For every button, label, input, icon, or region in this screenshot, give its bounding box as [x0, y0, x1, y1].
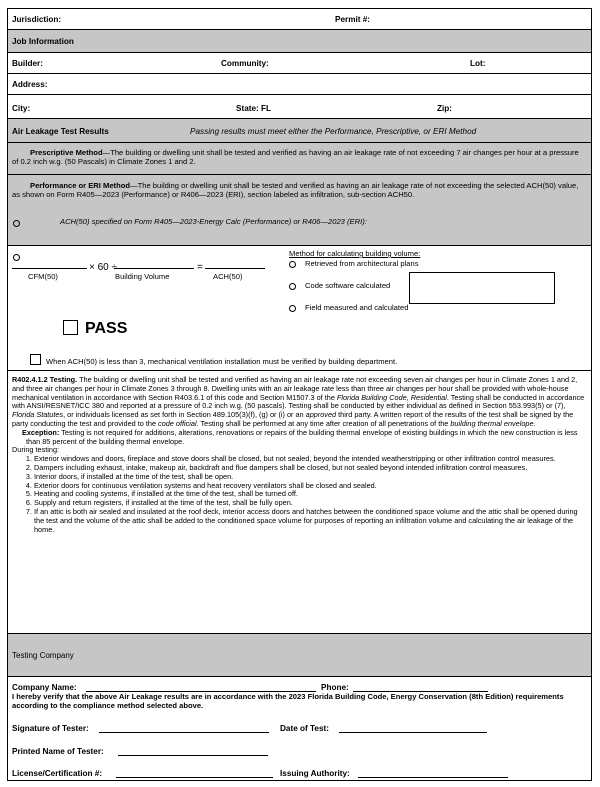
job-information-header: [8, 30, 591, 53]
verification-statement: I hereby verify that the above Air Leakage results are in accordance with the 2023 Florida Building Code, Energy Conservation (8th Edition) requirements according to the compliance method selected above.: [12, 692, 564, 711]
community-label: Community:: [221, 59, 269, 68]
code-text: .: [533, 418, 536, 428]
city-row: [8, 95, 591, 119]
volume-input-line[interactable]: [114, 268, 194, 269]
testing-conditions-list: [12, 455, 587, 534]
code-text: The building or dwelling unit shall be tested and verified as having an air leakage rate not exceeding seven air changes per hour in Climate Zones 1 and 2, and three air changes per hour in Climate Zones 3 through 8. Dwelling units with an air leakage rate less than three air changes per hour shall be provided with whole-house mechanical ventilation in accordance with Section R403.6.1 of this code and Section M1507.3 of the: [12, 375, 578, 402]
prescriptive-method-radio[interactable]: [13, 254, 20, 261]
issuing-authority-label: Issuing Authority:: [280, 769, 350, 778]
builder-label: Builder:: [12, 59, 43, 68]
list-item: 4. Exterior doors for continuous ventilation systems and heat recovery ventilators shall be closed and sealed.: [34, 482, 587, 491]
code-text: third party. A written report of the results of the test shall be signed by the party conducting the test and provided to the: [12, 410, 574, 428]
permit-label: Permit #:: [335, 15, 371, 24]
code-text: . Testing shall be performed at any time after creation of all penetrations of the: [196, 418, 451, 428]
field-measured-radio[interactable]: [289, 305, 296, 312]
list-item: 1. Exterior windows and doors, fireplace and stove doors shall be closed, but not sealed, beyond the intended weatherstripping or other infiltration control measures.: [34, 455, 587, 464]
ach-specified-label: ACH(50) specified on Form R405—2023-Energy Calc (Performance) or R406—2023 (ERI):: [60, 217, 367, 226]
field-measured-label: Field measured and calculated: [305, 303, 409, 312]
code-text-italic: Florida Building Code, Residential: [336, 392, 447, 402]
air-leakage-header: [8, 119, 591, 143]
printed-name-input[interactable]: [118, 755, 268, 756]
signature-input[interactable]: [99, 732, 269, 733]
air-leakage-form: [7, 8, 592, 781]
ach-label: ACH(50): [213, 272, 243, 281]
cfm-label: CFM(50): [28, 272, 58, 281]
volume-value-box[interactable]: [409, 272, 555, 304]
lot-label: Lot:: [470, 59, 486, 68]
jurisdiction-row: [8, 9, 591, 30]
testing-company-header: [8, 634, 591, 677]
testing-company-title: Testing Company: [12, 651, 74, 660]
architectural-plans-label: Retrieved from architectural plans: [305, 259, 419, 268]
jurisdiction-label: Jurisdiction:: [12, 15, 62, 24]
exception-text: Testing is not required for additions, alterations, renovations or repairs of the building thermal envelope of existing buildings in which the new construction is less than 85 percent of the building thermal envelope.: [26, 427, 578, 446]
code-text: , or individuals licensed as set forth in Section 489.105(3)(f), (g) or (i) or an: [63, 410, 306, 420]
job-information-title: Job Information: [12, 37, 74, 46]
code-text-italic: code official: [158, 418, 197, 428]
builder-row: [8, 53, 591, 74]
license-label: License/Certification #:: [12, 769, 103, 778]
code-software-label: Code software calculated: [305, 281, 391, 290]
address-row: [8, 74, 591, 95]
prescriptive-method-heading: Prescriptive Method: [30, 148, 103, 157]
code-software-radio[interactable]: [289, 283, 296, 290]
equals-operator: =: [197, 262, 203, 273]
prescriptive-method-text: —The building or dwelling unit shall be tested and verified as having an air leakage rate of not exceeding 7 air changes per hour at a pressure of 0.2 inch w.g. (50 Pascals) in Climate Zones 1 and 2.: [12, 148, 579, 167]
pass-label: PASS: [85, 320, 128, 337]
code-section-heading: R402.4.1.2 Testing.: [12, 375, 78, 384]
phone-label: Phone:: [321, 683, 349, 692]
code-text-italic: building thermal envelope: [450, 418, 534, 428]
performance-method-heading: Performance or ERI Method: [30, 181, 131, 190]
exception-heading: Exception:: [22, 427, 60, 437]
code-text-section: [8, 371, 591, 634]
multiply-divide-operator: × 60 ÷: [89, 262, 118, 273]
prescriptive-method-section: [8, 143, 591, 175]
city-label: City:: [12, 104, 31, 113]
license-input[interactable]: [116, 777, 273, 778]
list-item: 5. Heating and cooling systems, if installed at the time of the test, shall be turned off.: [34, 490, 587, 499]
signature-label: Signature of Tester:: [12, 724, 89, 733]
performance-method-radio[interactable]: [13, 220, 20, 227]
zip-label: Zip:: [437, 104, 453, 113]
ach-input-line[interactable]: [205, 268, 265, 269]
testing-company-section: [8, 677, 591, 780]
air-leakage-title: Air Leakage Test Results: [12, 127, 109, 136]
volume-method-title: Method for calculating building volume:: [289, 249, 421, 258]
pass-checkbox[interactable]: [63, 320, 78, 335]
ventilation-note: When ACH(50) is less than 3, mechanical ventilation installation must be verified by building department.: [46, 357, 398, 366]
architectural-plans-radio[interactable]: [289, 261, 296, 268]
state-label: State: FL: [236, 104, 272, 113]
building-volume-label: Building Volume: [115, 272, 170, 281]
list-item: 7. If an attic is both air sealed and insulated at the roof deck, interior access doors and hatches between the conditioned space volume and the attic shall be opened during the test and the volume of the attic shall be added to the conditioned space volume for purposes of reporting an infiltration volume and calculating the air leakage of the home.: [34, 508, 587, 534]
performance-method-text: —The building or dwelling unit shall be tested and verified as having an air leakage rate of not exceeding the selected ACH(50) value, as shown on Form R405—2023 (Performance) or R406—2023 (ERI), section labeled as infiltration, sub-section ACH50.: [12, 181, 579, 200]
issuing-authority-input[interactable]: [358, 777, 508, 778]
performance-method-section: [8, 175, 591, 246]
ventilation-checkbox[interactable]: [30, 354, 41, 365]
printed-name-label: Printed Name of Tester:: [12, 747, 104, 756]
code-text-italic: Florida Statutes: [12, 410, 64, 420]
code-text: . Testing shall be conducted in accordance with ANSI/RESNET/ICC 380 and reported at a pressure of 0.2 inch w.g. (50 pascals). Testing shall be conducted by either individual as defined in Section 553.993(5) or (7),: [12, 392, 585, 411]
calculation-section: [8, 246, 591, 371]
code-text-italic: approved: [305, 410, 337, 420]
date-of-test-label: Date of Test:: [280, 724, 329, 733]
company-name-label: Company Name:: [12, 683, 77, 692]
cfm-input-line[interactable]: [12, 268, 87, 269]
list-item: 2. Dampers including exhaust, intake, makeup air, backdraft and flue dampers shall be closed, but not sealed beyond intended infiltration control measures.: [34, 464, 587, 473]
address-label: Address:: [12, 80, 48, 89]
air-leakage-subtitle: Passing results must meet either the Performance, Prescriptive, or ERI Method: [190, 127, 477, 136]
date-of-test-input[interactable]: [339, 732, 487, 733]
during-testing-label: During testing:: [12, 445, 60, 455]
list-item: 3. Interior doors, if installed at the time of the test, shall be open.: [34, 473, 587, 482]
list-item: 6. Supply and return registers, if installed at the time of the test, shall be fully open.: [34, 499, 587, 508]
exception-paragraph: [12, 429, 587, 447]
